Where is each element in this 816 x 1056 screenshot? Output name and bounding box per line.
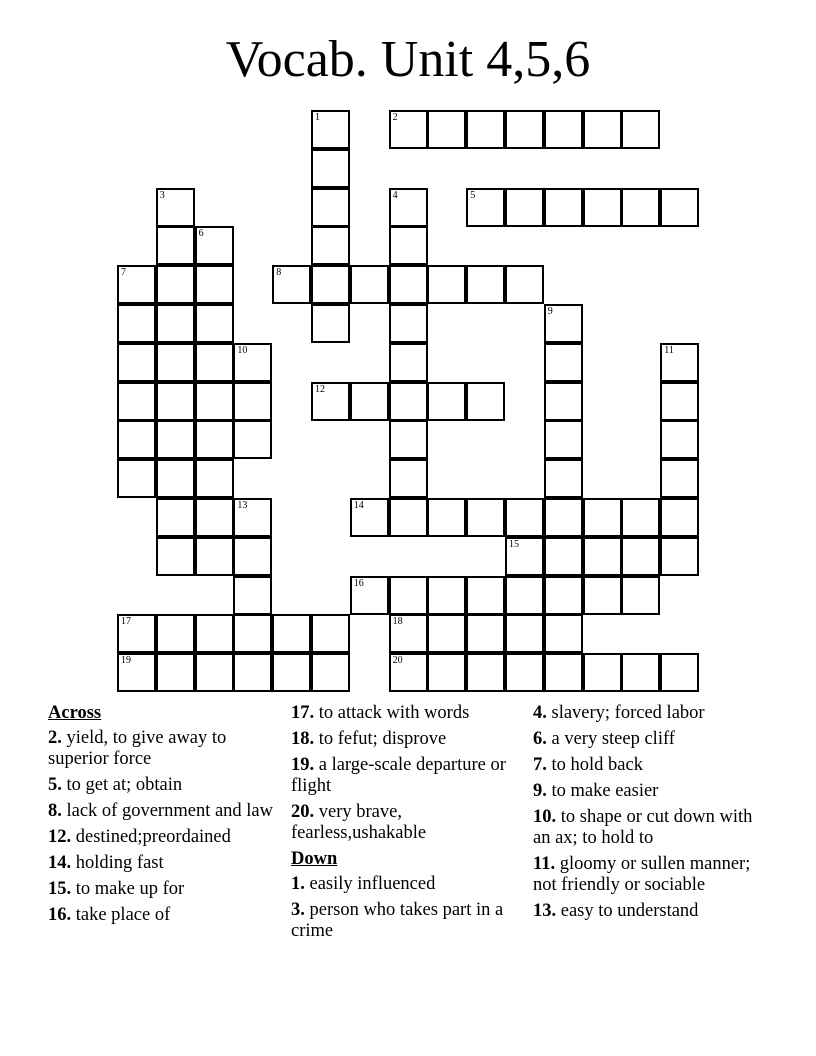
grid-cell[interactable] <box>389 459 428 498</box>
grid-cell[interactable] <box>621 188 660 227</box>
grid-cell[interactable] <box>233 382 272 421</box>
grid-cell[interactable] <box>311 653 350 692</box>
clue-number: 9 <box>547 306 553 317</box>
grid-cell[interactable] <box>389 304 428 343</box>
grid-cell[interactable] <box>389 420 428 459</box>
grid-cell[interactable] <box>544 498 583 537</box>
grid-cell[interactable] <box>389 382 428 421</box>
grid-cell[interactable] <box>660 537 699 576</box>
grid-cell[interactable] <box>389 653 428 692</box>
clue-down-6: 6. a very steep cliff <box>533 729 675 749</box>
grid-cell[interactable] <box>350 498 389 537</box>
grid-cell[interactable] <box>195 304 234 343</box>
grid-cell[interactable] <box>427 265 466 304</box>
grid-cell[interactable] <box>233 614 272 653</box>
puzzle-title: Vocab. Unit 4,5,6 <box>225 31 591 88</box>
grid-cell[interactable] <box>195 226 234 265</box>
grid-cell[interactable] <box>505 576 544 615</box>
clue-number: 5 <box>470 189 476 201</box>
grid-cell[interactable] <box>389 614 428 653</box>
grid-cell[interactable] <box>505 498 544 537</box>
grid-cell[interactable] <box>156 343 195 382</box>
grid-cell[interactable] <box>544 110 583 149</box>
clue-number: 20 <box>392 655 403 667</box>
clue-across-14: 14. holding fast <box>48 853 164 873</box>
grid-cell[interactable] <box>427 614 466 653</box>
grid-cell[interactable] <box>583 653 622 692</box>
grid-cell[interactable] <box>660 498 699 537</box>
grid-cell[interactable] <box>389 110 428 149</box>
grid-cell[interactable] <box>427 110 466 149</box>
grid-cell[interactable] <box>389 343 428 382</box>
grid-cell[interactable] <box>311 304 350 343</box>
grid-cell[interactable] <box>583 537 622 576</box>
grid-cell[interactable] <box>311 188 350 227</box>
clue-number: 14 <box>353 500 364 511</box>
clue-number: 19 <box>121 655 131 667</box>
clue-number: 11 <box>664 344 674 356</box>
clue-across-20: 20. very brave, fearless,ushakable <box>291 802 427 843</box>
clue-down-7: 7. to hold back <box>533 755 643 775</box>
grid-cell[interactable] <box>195 498 234 537</box>
clue-down-11: 11. gloomy or sullen manner; not friendly or sociable <box>533 854 751 895</box>
grid-cell[interactable] <box>544 614 583 653</box>
grid-cell[interactable] <box>544 653 583 692</box>
grid-cell[interactable] <box>233 653 272 692</box>
grid-cell[interactable] <box>195 265 234 304</box>
grid-cell[interactable] <box>427 498 466 537</box>
grid-cell[interactable] <box>544 420 583 459</box>
grid-cell[interactable] <box>660 382 699 421</box>
clue-column-3 <box>533 703 768 927</box>
grid-cell[interactable] <box>544 188 583 227</box>
clue-number: 3 <box>159 189 165 201</box>
grid-cell[interactable] <box>544 537 583 576</box>
grid-cell[interactable] <box>195 653 234 692</box>
grid-cell[interactable] <box>505 653 544 692</box>
grid-cell[interactable] <box>233 537 272 576</box>
clue-number: 13 <box>237 500 248 511</box>
grid-cell[interactable] <box>583 188 622 227</box>
across-heading: Across <box>48 703 102 723</box>
clue-across-17: 17. to attack with words <box>291 703 470 723</box>
grid-cell[interactable] <box>505 188 544 227</box>
grid-cell[interactable] <box>427 653 466 692</box>
grid-cell[interactable] <box>156 304 195 343</box>
grid-cell[interactable] <box>466 614 505 653</box>
grid-cell[interactable] <box>156 265 195 304</box>
grid-cell[interactable] <box>117 653 156 692</box>
clue-across-2: 2. yield, to give away to superior force <box>48 728 227 769</box>
clue-across-12: 12. destined;preordained <box>48 827 231 847</box>
grid-cell[interactable] <box>389 498 428 537</box>
grid-cell[interactable] <box>505 537 544 576</box>
grid-cell[interactable] <box>156 498 195 537</box>
grid-cell[interactable] <box>466 110 505 149</box>
grid-cell[interactable] <box>505 110 544 149</box>
clue-across-15: 15. to make up for <box>48 879 185 899</box>
clue-down-10: 10. to shape or cut down with an ax; to hold to <box>533 807 753 848</box>
clue-number: 15 <box>509 538 519 550</box>
grid-cell[interactable] <box>505 614 544 653</box>
grid-cell[interactable] <box>117 382 156 421</box>
clue-number: 1 <box>315 112 320 123</box>
grid-cell[interactable] <box>156 653 195 692</box>
grid-cell[interactable] <box>427 576 466 615</box>
grid-cell[interactable] <box>195 614 234 653</box>
clue-across-5: 5. to get at; obtain <box>48 775 183 795</box>
clue-number: 6 <box>198 228 204 240</box>
grid-cell[interactable] <box>660 459 699 498</box>
grid-cell[interactable] <box>544 343 583 382</box>
clue-number: 16 <box>353 577 364 589</box>
grid-cell[interactable] <box>466 188 505 227</box>
grid-cell[interactable] <box>466 265 505 304</box>
clue-number: 17 <box>121 616 131 628</box>
grid-cell[interactable] <box>156 614 195 653</box>
grid-cell[interactable] <box>583 498 622 537</box>
grid-cell[interactable] <box>350 265 389 304</box>
grid-cell[interactable] <box>272 653 311 692</box>
grid-cell[interactable] <box>621 498 660 537</box>
grid-cell[interactable] <box>272 265 311 304</box>
clue-number: 2 <box>392 112 398 123</box>
grid-cell[interactable] <box>389 188 428 227</box>
clue-column-1 <box>48 703 278 931</box>
clue-across-16: 16. take place of <box>48 905 171 925</box>
grid-cell[interactable] <box>156 459 195 498</box>
grid-cell[interactable] <box>117 304 156 343</box>
clue-number: 7 <box>121 267 126 279</box>
grid-cell[interactable] <box>311 614 350 653</box>
grid-cell[interactable] <box>505 265 544 304</box>
grid-cell[interactable] <box>117 343 156 382</box>
grid-cell[interactable] <box>544 576 583 615</box>
grid-cell[interactable] <box>466 382 505 421</box>
grid-cell[interactable] <box>621 576 660 615</box>
grid-cell[interactable] <box>156 537 195 576</box>
grid-cell[interactable] <box>233 576 272 615</box>
clue-down-13: 13. easy to understand <box>533 901 699 921</box>
grid-cell[interactable] <box>350 382 389 421</box>
grid-cell[interactable] <box>466 498 505 537</box>
grid-cell[interactable] <box>117 614 156 653</box>
grid-cell[interactable] <box>660 188 699 227</box>
grid-cell[interactable] <box>660 343 699 382</box>
grid-cell[interactable] <box>389 265 428 304</box>
clue-across-18: 18. to fefut; disprove <box>291 729 447 749</box>
grid-cell[interactable] <box>156 226 195 265</box>
grid-cell[interactable] <box>583 576 622 615</box>
grid-cell[interactable] <box>117 420 156 459</box>
grid-cell[interactable] <box>466 576 505 615</box>
clue-number: 4 <box>392 189 398 201</box>
grid-cell[interactable] <box>156 382 195 421</box>
down-heading: Down <box>291 849 338 869</box>
clue-down-3: 3. person who takes part in a crime <box>291 900 504 941</box>
clue-number: 18 <box>392 616 403 628</box>
grid-cell[interactable] <box>195 459 234 498</box>
grid-cell[interactable] <box>195 420 234 459</box>
clue-number: 8 <box>276 267 282 279</box>
grid-cell[interactable] <box>117 265 156 304</box>
grid-cell[interactable] <box>195 343 234 382</box>
grid-cell[interactable] <box>156 188 195 227</box>
grid-cell[interactable] <box>621 653 660 692</box>
clue-down-4: 4. slavery; forced labor <box>533 703 705 723</box>
grid-cell[interactable] <box>660 653 699 692</box>
clue-down-1: 1. easily influenced <box>291 874 436 894</box>
grid-cell[interactable] <box>544 459 583 498</box>
grid-cell[interactable] <box>544 304 583 343</box>
grid-cell[interactable] <box>233 420 272 459</box>
clue-column-2 <box>291 703 516 947</box>
grid-cell[interactable] <box>311 226 350 265</box>
grid-cell[interactable] <box>311 110 350 149</box>
clue-number: 10 <box>237 344 248 356</box>
grid-cell[interactable] <box>621 537 660 576</box>
grid-cell[interactable] <box>660 420 699 459</box>
clue-across-8: 8. lack of government and law <box>48 801 274 821</box>
grid-cell[interactable] <box>583 110 622 149</box>
grid-cell[interactable] <box>117 459 156 498</box>
clue-number: 12 <box>315 383 325 395</box>
grid-cell[interactable] <box>233 343 272 382</box>
grid-cell[interactable] <box>466 653 505 692</box>
grid-cell[interactable] <box>389 576 428 615</box>
grid-cell[interactable] <box>544 382 583 421</box>
grid-cell[interactable] <box>195 537 234 576</box>
grid-cell[interactable] <box>311 382 350 421</box>
clue-across-19: 19. a large-scale departure or flight <box>291 755 506 796</box>
grid-cell[interactable] <box>311 149 350 188</box>
grid-cell[interactable] <box>156 420 195 459</box>
grid-cell[interactable] <box>195 382 234 421</box>
grid-cell[interactable] <box>311 265 350 304</box>
grid-cell[interactable] <box>427 382 466 421</box>
grid-cell[interactable] <box>272 614 311 653</box>
grid-cell[interactable] <box>350 576 389 615</box>
grid-cell[interactable] <box>621 110 660 149</box>
grid-cell[interactable] <box>233 498 272 537</box>
grid-cell[interactable] <box>389 226 428 265</box>
clue-down-9: 9. to make easier <box>533 781 659 801</box>
